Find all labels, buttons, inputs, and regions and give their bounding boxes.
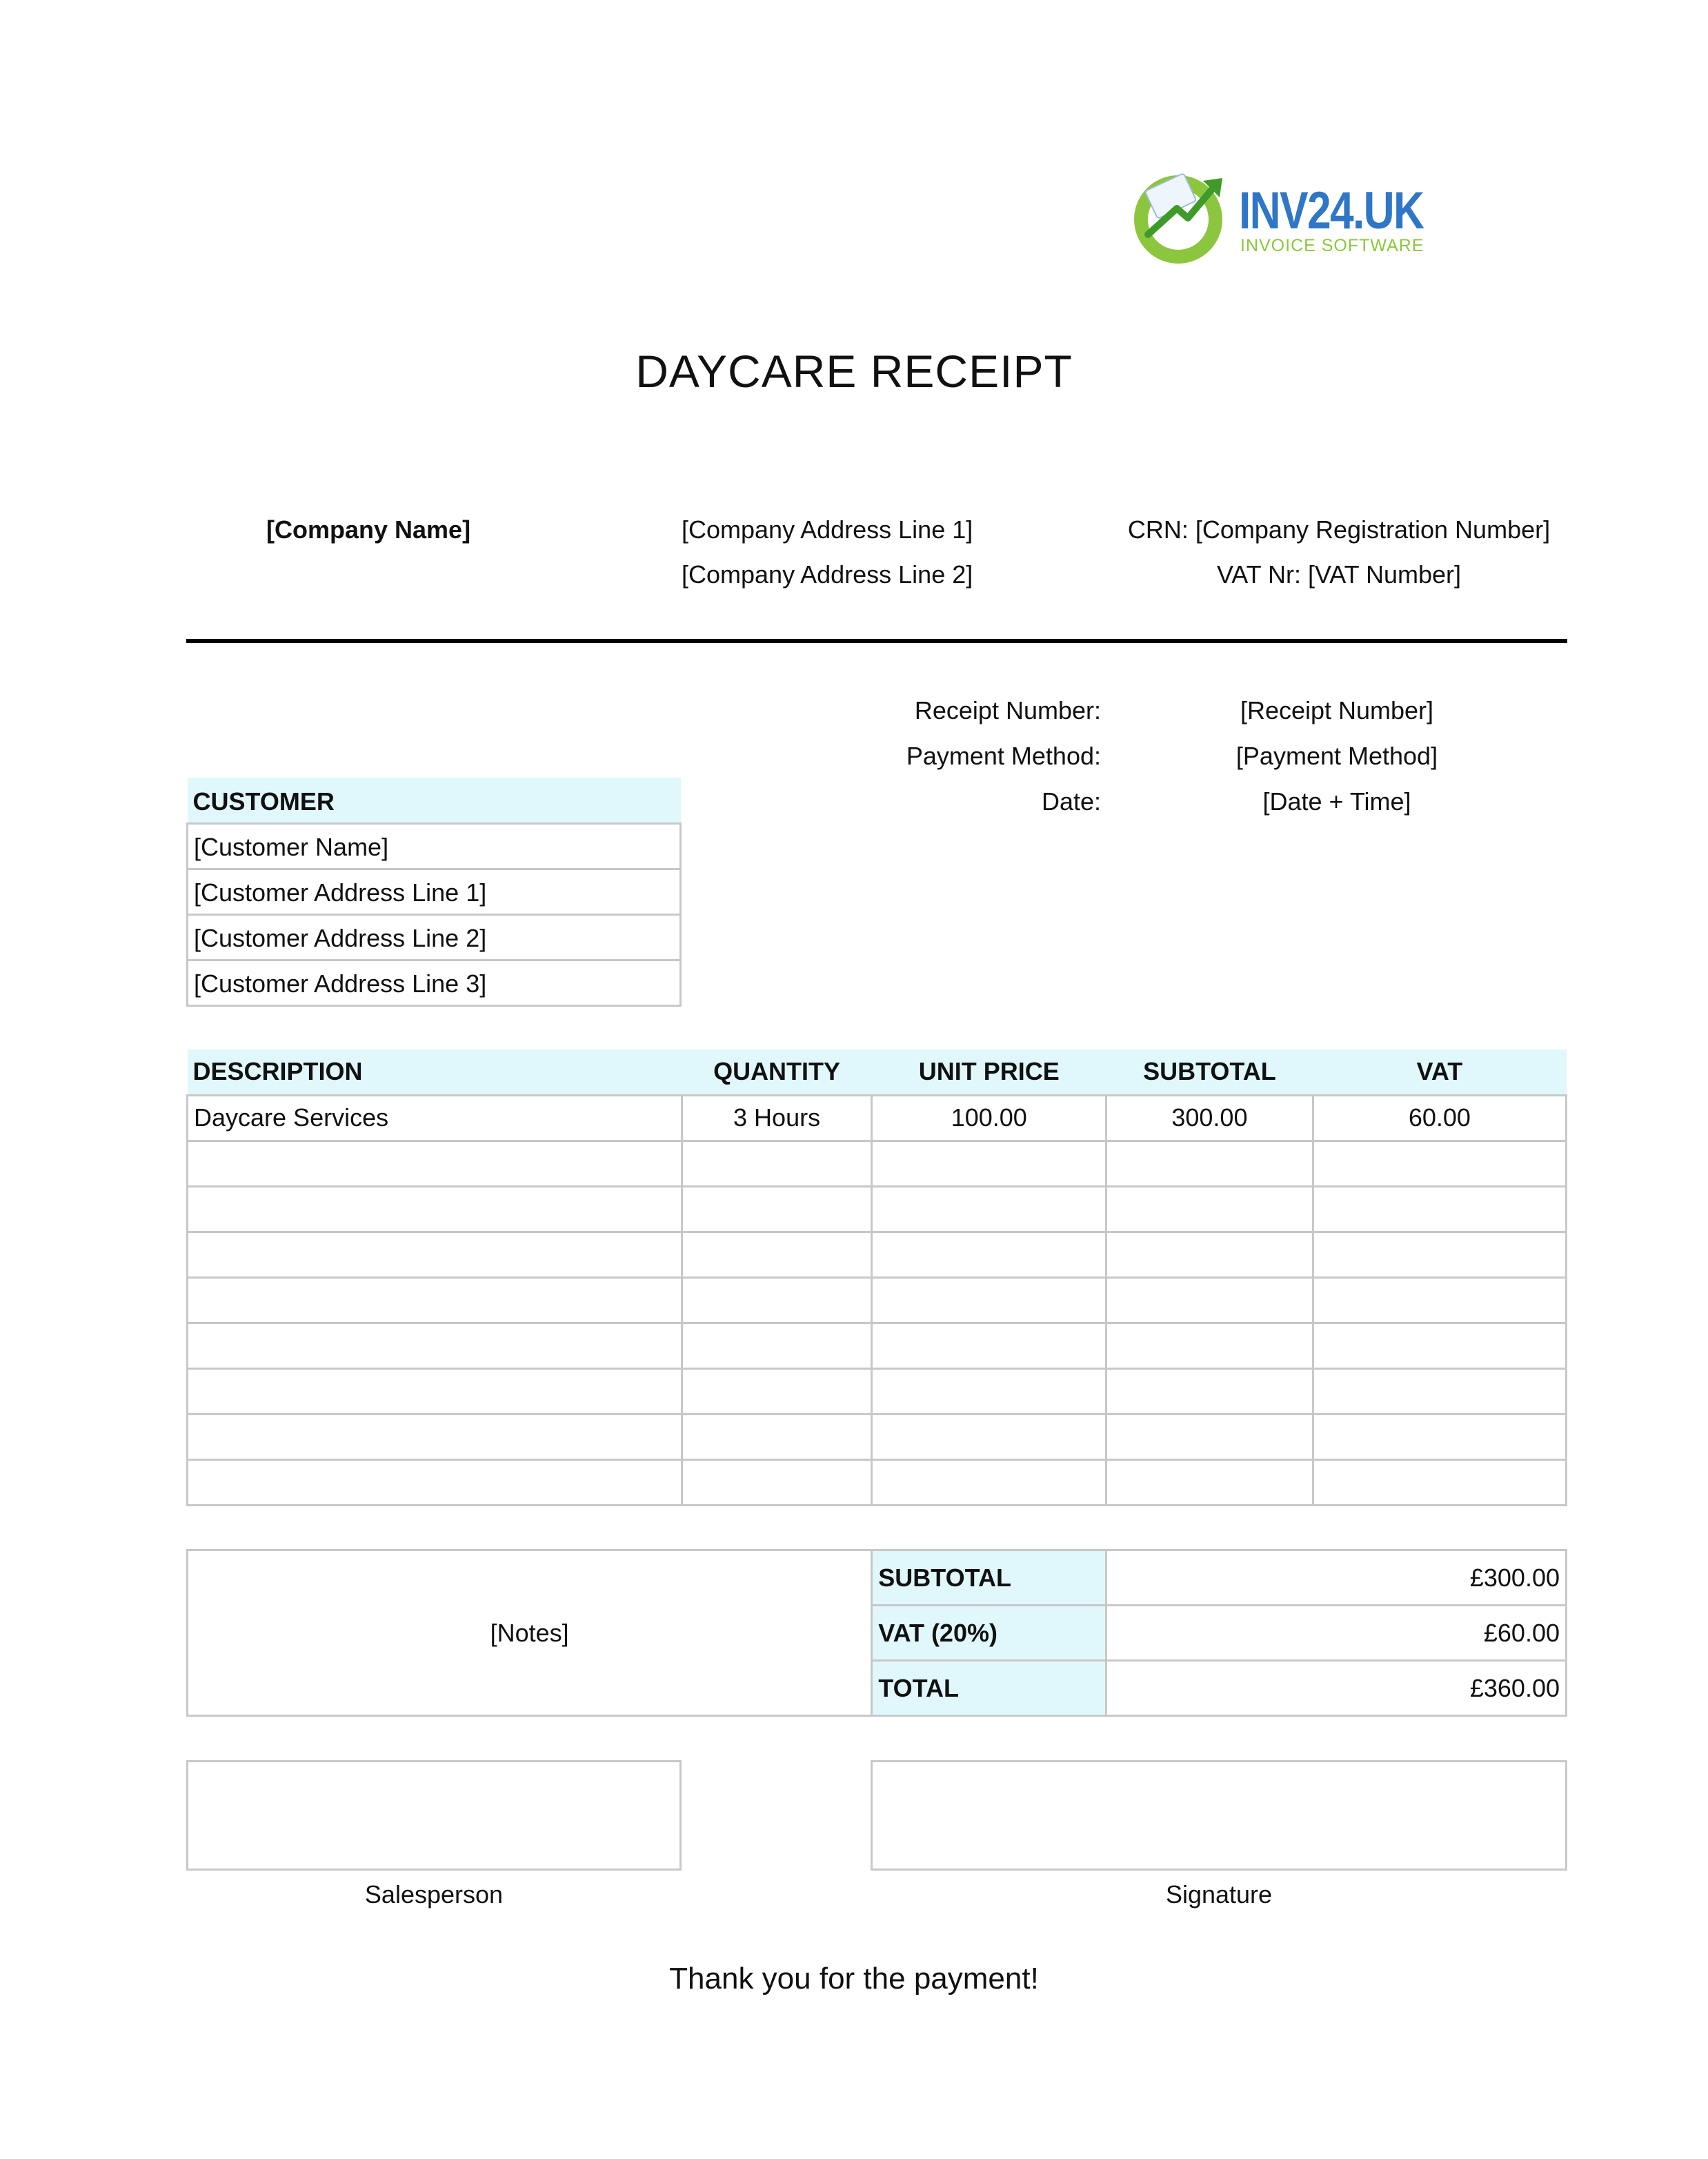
receipt-number-value: [Receipt Number] (1240, 696, 1434, 724)
item-description-cell (188, 1414, 682, 1459)
item-quantity-cell (682, 1368, 872, 1414)
item-subtotal-cell (1106, 1323, 1313, 1368)
signature-box[interactable] (871, 1760, 1567, 1871)
items-table (186, 1049, 1567, 1506)
item-description-cell (188, 1323, 682, 1368)
payment-method-label: Payment Method: (906, 742, 1101, 770)
item-row (188, 1095, 1567, 1141)
item-subtotal-cell (1106, 1414, 1313, 1459)
customer-name: [Customer Name] (188, 823, 681, 869)
item-quantity-cell (682, 1186, 872, 1232)
subtotal-label: SUBTOTAL (872, 1550, 1106, 1606)
item-quantity-cell (682, 1141, 872, 1186)
item-unit-price-cell (872, 1414, 1106, 1459)
column-header-quantity: QUANTITY (682, 1049, 872, 1095)
item-quantity-cell (682, 1277, 872, 1323)
payment-method-value: [Payment Method] (1235, 742, 1438, 770)
item-vat-cell (1313, 1459, 1566, 1505)
item-subtotal-cell (1106, 1186, 1313, 1232)
signature-label: Signature (1165, 1880, 1273, 1909)
item-row (188, 1186, 1567, 1232)
item-description-cell (188, 1277, 682, 1323)
company-vat-number: VAT Nr: [VAT Number] (1216, 560, 1462, 589)
item-subtotal-cell (1106, 1141, 1313, 1186)
customer-header: CUSTOMER (188, 778, 681, 823)
document-title: DAYCARE RECEIPT (635, 346, 1073, 397)
item-vat-cell (1313, 1323, 1566, 1368)
company-logo (1129, 166, 1432, 269)
item-description-cell (188, 1186, 682, 1232)
item-row (188, 1459, 1567, 1505)
date-value: [Date + Time] (1262, 787, 1411, 816)
company-name: [Company Name] (266, 515, 471, 544)
item-description-cell (188, 1459, 682, 1505)
item-description-cell (188, 1232, 682, 1277)
company-address-line-2: [Company Address Line 2] (682, 560, 973, 589)
receipt-number-label: Receipt Number: (914, 696, 1101, 724)
column-header-subtotal: SUBTOTAL (1106, 1049, 1313, 1095)
date-label: Date: (1041, 787, 1101, 816)
salesperson-box[interactable] (186, 1760, 682, 1871)
customer-address-line-1: [Customer Address Line 1] (188, 869, 681, 914)
item-row (188, 1232, 1567, 1277)
items-header-row (188, 1049, 1567, 1095)
column-header-description: DESCRIPTION (188, 1049, 682, 1095)
subtotal-value: £300.00 (1106, 1550, 1567, 1606)
item-quantity-cell: 3 Hours (682, 1095, 872, 1141)
vat-total-value: £60.00 (1106, 1606, 1567, 1661)
notes-box: [Notes] (188, 1550, 872, 1716)
company-crn: CRN: [Company Registration Number] (1127, 515, 1551, 544)
header-divider (186, 639, 1567, 643)
item-quantity-cell (682, 1459, 872, 1505)
logo-brand-text: INV24.UK (1239, 181, 1424, 240)
item-row (188, 1323, 1567, 1368)
item-unit-price-cell (872, 1186, 1106, 1232)
item-quantity-cell (682, 1323, 872, 1368)
item-unit-price-cell (872, 1277, 1106, 1323)
item-row (188, 1368, 1567, 1414)
customer-block (186, 778, 682, 1007)
item-description-cell: Daycare Services (188, 1095, 682, 1141)
totals-table (186, 1549, 1567, 1717)
item-vat-cell (1313, 1232, 1566, 1277)
item-row (188, 1141, 1567, 1186)
item-quantity-cell (682, 1232, 872, 1277)
item-unit-price-cell: 100.00 (872, 1095, 1106, 1141)
item-subtotal-cell (1106, 1368, 1313, 1414)
item-subtotal-cell (1106, 1459, 1313, 1505)
item-vat-cell (1313, 1368, 1566, 1414)
item-unit-price-cell (872, 1368, 1106, 1414)
item-description-cell (188, 1141, 682, 1186)
item-subtotal-cell: 300.00 (1106, 1095, 1313, 1141)
customer-address-line-2: [Customer Address Line 2] (188, 914, 681, 960)
vat-total-label: VAT (20%) (872, 1606, 1106, 1661)
item-vat-cell (1313, 1414, 1566, 1459)
customer-address-line-3: [Customer Address Line 3] (188, 960, 681, 1005)
item-unit-price-cell (872, 1323, 1106, 1368)
logo-tagline: INVOICE SOFTWARE (1240, 236, 1424, 255)
company-address-line-1: [Company Address Line 1] (682, 515, 973, 544)
item-unit-price-cell (872, 1141, 1106, 1186)
item-description-cell (188, 1368, 682, 1414)
item-unit-price-cell (872, 1459, 1106, 1505)
item-vat-cell: 60.00 (1313, 1095, 1566, 1141)
logo-mark-icon (1129, 166, 1232, 269)
item-quantity-cell (682, 1414, 872, 1459)
item-row (188, 1414, 1567, 1459)
item-unit-price-cell (872, 1232, 1106, 1277)
salesperson-label: Salesperson (364, 1880, 504, 1909)
item-row (188, 1277, 1567, 1323)
item-subtotal-cell (1106, 1277, 1313, 1323)
item-subtotal-cell (1106, 1232, 1313, 1277)
grand-total-value: £360.00 (1106, 1661, 1567, 1716)
item-vat-cell (1313, 1141, 1566, 1186)
grand-total-label: TOTAL (872, 1661, 1106, 1716)
column-header-vat: VAT (1313, 1049, 1566, 1095)
footer-thank-you: Thank you for the payment! (669, 1962, 1039, 1995)
column-header-unit-price: UNIT PRICE (872, 1049, 1106, 1095)
item-vat-cell (1313, 1277, 1566, 1323)
item-vat-cell (1313, 1186, 1566, 1232)
